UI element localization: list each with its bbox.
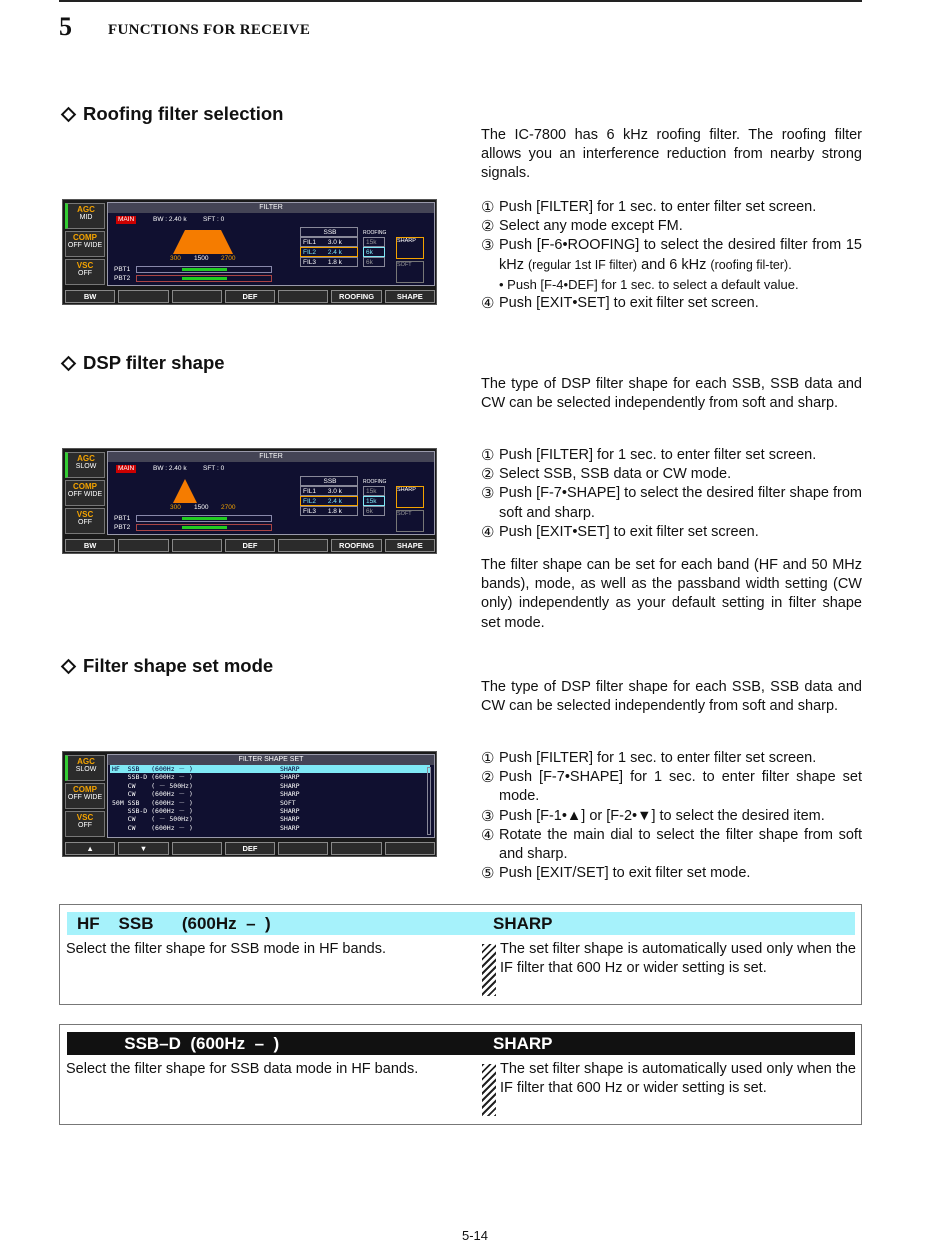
diamond-icon — [61, 106, 77, 122]
fil3-row[interactable]: FIL3 1.8 k — [300, 257, 358, 267]
display-title: FILTER SHAPE SET — [108, 755, 434, 765]
roofing-intro: The IC-7800 has 6 kHz roofing filter. The roofing filter allows you an interference reduction from nearby strong signals. — [481, 127, 862, 182]
hf-ssb-d-info-box — [59, 1024, 862, 1125]
pbt2-bar[interactable] — [136, 524, 272, 531]
passband-shape — [173, 230, 233, 254]
soft-indicator: SOFT — [396, 261, 424, 283]
bw-readout: BW : 2.40 k — [153, 216, 187, 223]
step-item: ⑤ Push [EXIT/SET] to exit filter set mode. — [481, 865, 751, 883]
f3-button[interactable] — [172, 842, 222, 855]
step-item: ② Select SSB, SSB data or CW mode. — [481, 466, 732, 484]
bullet-note: • Push [F-4•DEF] for 1 sec. to select a default value. — [499, 276, 799, 292]
pbt1-label: PBT1 — [114, 515, 131, 522]
passband-shape — [173, 479, 197, 503]
item-description: Select the filter shape for SSB mode in HF bands. — [66, 941, 386, 957]
filter-screen-1 — [62, 199, 437, 305]
agc-button[interactable]: AGC MID — [65, 203, 105, 229]
f5-button[interactable] — [278, 842, 328, 855]
pbt2-label: PBT2 — [114, 524, 131, 531]
page-number: 5-14 — [461, 1228, 489, 1243]
chapter-title: FUNCTIONS FOR RECEIVE — [108, 22, 311, 38]
dsp-outro: The filter shape can be set for each band (HF and 50 MHz bands), mode, as well as the passband width setting (CW only) independently as your default setting in filter shape set mode. — [481, 557, 862, 631]
fil-table: SSB — [300, 476, 358, 486]
agc-button[interactable]: AGC SLOW — [65, 452, 105, 478]
function-button-row — [65, 842, 435, 855]
f2-button[interactable] — [118, 290, 168, 303]
comp-button[interactable]: COMP OFF WIDE — [65, 480, 105, 506]
f5-button[interactable] — [278, 539, 328, 552]
fil1-row[interactable]: FIL1 3.0 k — [300, 486, 358, 496]
display-title: FILTER — [108, 203, 434, 213]
pbt1-label: PBT1 — [114, 266, 131, 273]
step-item: ② Push [F-7•SHAPE] for 1 sec. to enter filter shape set mode. — [481, 769, 862, 805]
function-button-row — [65, 539, 435, 552]
f3-button[interactable] — [172, 290, 222, 303]
scrollbar[interactable] — [427, 767, 431, 835]
item-header: SSB–D (600Hz – ) SHARP — [67, 1032, 855, 1055]
filter-shape-set-screen — [62, 751, 437, 857]
agc-button[interactable]: AGC SLOW — [65, 755, 105, 781]
f1-button[interactable]: BW — [65, 290, 115, 303]
display-title: FILTER — [108, 452, 434, 462]
dsp-steps — [481, 446, 862, 542]
list-item[interactable]: 50M SSB (600Hz － ) SOFT — [112, 798, 296, 807]
soft-indicator: SOFT — [396, 510, 424, 532]
list-item[interactable]: CW ( － 500Hz) SHARP — [112, 781, 300, 790]
list-item[interactable]: CW (600Hz － ) SHARP — [112, 790, 300, 799]
hf-ssb-info-box — [59, 904, 862, 1005]
list-item[interactable]: SSB-D (600Hz － ) SHARP — [112, 806, 300, 815]
sharp-indicator: SHARP — [396, 237, 424, 259]
step-item: ④ Push [EXIT•SET] to exit filter set screen. — [481, 523, 759, 541]
section-title-roofing: Roofing filter selection — [60, 103, 283, 125]
pbt1-bar[interactable] — [136, 266, 272, 273]
sft-readout: SFT : 0 — [203, 465, 225, 472]
f4-button[interactable]: DEF — [225, 290, 275, 303]
header-rule — [59, 0, 862, 2]
pbt1-bar[interactable] — [136, 515, 272, 522]
fil-table: SSB — [300, 227, 358, 237]
pbt2-bar[interactable] — [136, 275, 272, 282]
comp-button[interactable]: COMP OFF WIDE — [65, 783, 105, 809]
chapter-number: 5 — [59, 12, 72, 41]
filter-display: FILTER MAIN BW : 2.40 k SFT : 0 300 1500 2700 PBT1 PBT2 SSB ROOFING FIL1 3.0 k FIL2 2.4 k FIL3 1.8 k 15k 6k 6k SHARP SOFT — [107, 202, 435, 286]
list-item[interactable]: CW ( － 500Hz) SHARP — [112, 815, 300, 824]
shape-set-list — [110, 765, 430, 832]
sharp-indicator: SHARP — [396, 486, 424, 508]
f5-button[interactable] — [278, 290, 328, 303]
setmode-steps — [481, 749, 862, 883]
sft-readout: SFT : 0 — [203, 216, 225, 223]
item-note: The set filter shape is automatically used only when the IF filter that 600 Hz or wider setting is set. — [500, 940, 856, 978]
f4-button[interactable]: DEF — [225, 842, 275, 855]
step-item: ① Push [FILTER] for 1 sec. to enter filter set screen. — [481, 199, 817, 216]
fil2-row[interactable]: FIL2 2.4 k — [300, 247, 358, 257]
step-item: ④ Rotate the main dial to select the filter shape from soft and sharp. — [481, 826, 862, 863]
filter-display: FILTER MAIN BW : 2.40 k SFT : 0 300 1500 2700 PBT1 PBT2 SSB ROOFING FIL1 3.0 k FIL2 2.4 k FIL3 1.8 k 15k 15k 6k SHARP SOFT — [107, 451, 435, 535]
roofing-steps — [481, 198, 862, 313]
fil3-row[interactable]: FIL3 1.8 k — [300, 506, 358, 516]
note-icon — [482, 1064, 496, 1116]
shape-set-display — [107, 754, 435, 838]
pbt2-label: PBT2 — [114, 275, 131, 282]
filter-screen-2 — [62, 448, 437, 554]
list-item[interactable]: HF SSB (600Hz － ) SHARP — [110, 765, 430, 773]
function-button-row — [65, 290, 435, 303]
note-icon — [482, 944, 496, 996]
step-item: ① Push [FILTER] for 1 sec. to enter filter set screen. — [481, 447, 817, 464]
f6-button[interactable]: ROOFING — [331, 290, 381, 303]
step-item: ③ Push [F-1•▲] or [F-2•▼] to select the desired item. — [481, 807, 825, 825]
f1-button[interactable]: BW — [65, 539, 115, 552]
section-title-setmode: Filter shape set mode — [60, 655, 273, 677]
list-item[interactable]: SSB-D (600Hz － ) SHARP — [112, 773, 300, 782]
f6-button[interactable]: ROOFING — [331, 539, 381, 552]
vsc-button[interactable]: VSC OFF — [65, 811, 105, 837]
comp-button[interactable]: COMP OFF WIDE — [65, 231, 105, 257]
f7-button[interactable] — [385, 842, 435, 855]
main-tag: MAIN — [118, 465, 135, 472]
bw-readout: BW : 2.40 k — [153, 465, 187, 472]
list-item[interactable]: CW (600Hz － ) SHARP — [112, 823, 300, 832]
step-item: ③ Push [F-7•SHAPE] to select the desired filter shape from soft and sharp. — [481, 485, 862, 521]
main-tag: MAIN — [118, 216, 135, 223]
f2-down-button[interactable]: ▼ — [118, 842, 168, 855]
diamond-icon — [61, 658, 77, 674]
f2-button[interactable] — [118, 539, 168, 552]
item-description: Select the filter shape for SSB data mode in HF bands. — [66, 1061, 419, 1077]
f1-up-button[interactable]: ▲ — [65, 842, 115, 855]
step-item: ② Select any mode except FM. — [481, 218, 683, 236]
fil2-row[interactable]: FIL2 2.4 k — [300, 496, 358, 506]
f4-button[interactable]: DEF — [225, 539, 275, 552]
item-header: HF SSB (600Hz – ) SHARP — [67, 912, 855, 935]
vsc-button[interactable]: VSC OFF — [65, 259, 105, 285]
f7-button[interactable]: SHAPE — [385, 290, 435, 303]
item-note: The set filter shape is automatically used only when the IF filter that 600 Hz or wider setting is set. — [500, 1060, 856, 1098]
f7-button[interactable]: SHAPE — [385, 539, 435, 552]
vsc-button[interactable]: VSC OFF — [65, 508, 105, 534]
step-item: ④ Push [EXIT•SET] to exit filter set screen. — [481, 294, 759, 312]
step-item: ① Push [FILTER] for 1 sec. to enter filter set screen. — [481, 750, 817, 767]
f6-button[interactable] — [331, 842, 381, 855]
f3-button[interactable] — [172, 539, 222, 552]
dsp-intro: The type of DSP filter shape for each SSB, SSB data and CW can be selected independently from soft and sharp. — [481, 376, 862, 412]
step-item: ③ Push [F-6•ROOFING] to select the desired filter from 15 kHz (regular 1st IF filter) and 6 kHz (roofing fil-ter). — [481, 237, 862, 273]
setmode-intro: The type of DSP filter shape for each SSB, SSB data and CW can be selected independently from soft and sharp. — [481, 679, 862, 715]
fil1-row[interactable]: FIL1 3.0 k — [300, 237, 358, 247]
diamond-icon — [61, 355, 77, 371]
section-title-dsp: DSP filter shape — [60, 352, 225, 374]
